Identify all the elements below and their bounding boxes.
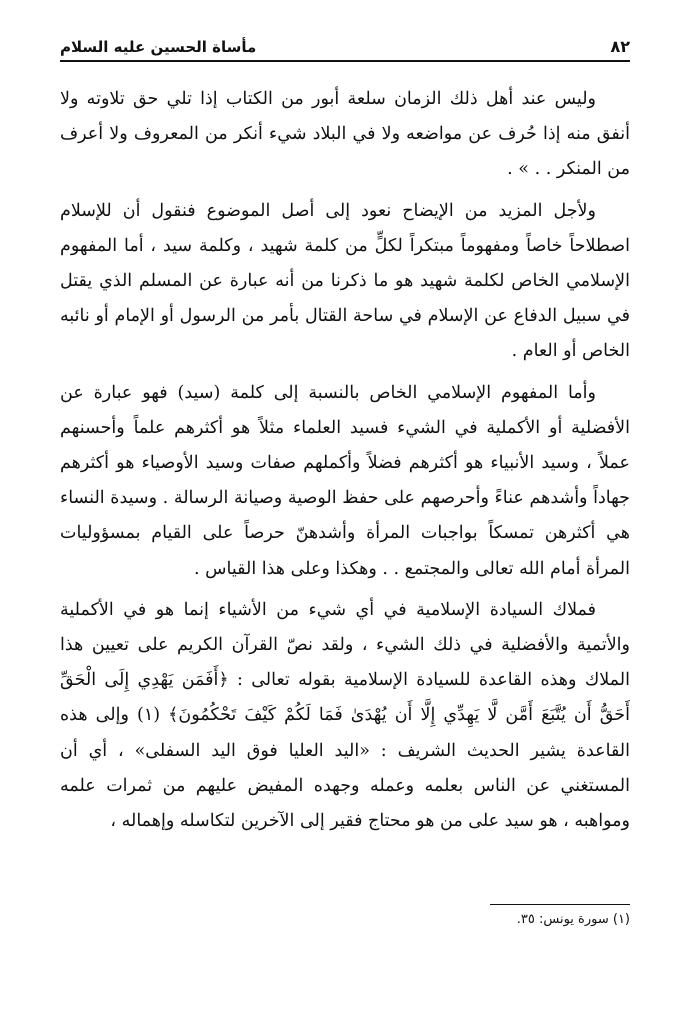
footnote-divider xyxy=(490,904,630,905)
paragraph-4: فملاك السيادة الإسلامية في أي شيء من الأشياء إنما هو في الأكملية والأتمية والأفضلية في ذلك الشيء ، ولقد نصّ القرآن الكريم على تعيين هذا الملاك وهذه القاعدة للسيادة الإسلامية بقوله تعالى : ﴿أَفَمَن يَهْدِي إِلَى الْحَقِّ أَحَقُّ أَن يُتَّبَعَ أَمَّن لَّا يَهِدِّي إِلَّا أَن يُهْدَىٰ فَمَا لَكُمْ كَيْفَ تَحْكُمُونَ﴾ (١) وإلى هذه القاعدة يشير الحديث الشريف : «اليد العليا فوق اليد السفلى» ، أي أن المستغني عن الناس بعلمه وعمله وجهده المفيض عليهم من ثمرات علمه ومواهبه ، هو سيد على من هو محتاج فقير إلى الآخرين لتكاسله وإهماله ، xyxy=(60,599,630,832)
paragraph-2: ولأجل المزيد من الإيضاح نعود إلى أصل الموضوع فنقول أن للإسلام اصطلاحاً خاصاً ومفهوماً مبتكراً لكلٍّ من كلمة شهيد ، وكلمة سيد ، أما المفهوم الإسلامي الخاص لكلمة شهيد هو ما ذكرنا من أنه عبارة عن المسلم الذي يقتل في سبيل الدفاع عن الإسلام في ساحة القتال بأمر من الرسول أو الإمام أو نائبه الخاص أو العام . xyxy=(60,200,630,362)
paragraph-1: وليس عند أهل ذلك الزمان سلعة أبور من الكتاب إذا تلي حق تلاوته ولا أنفق منه إذا حُرف عن مواضعه ولا في البلاد شيء أنكر من المعروف ولا أعرف من المنكر . . » . xyxy=(60,89,630,180)
running-title: مأساة الحسين عليه السلام xyxy=(60,38,257,56)
running-header xyxy=(60,30,630,62)
paragraph-3: وأما المفهوم الإسلامي الخاص بالنسبة إلى كلمة (سيد) فهو عبارة عن الأفضلية أو الأكملية في الشيء فسيد العلماء مثلاً هو أكثرهم علماً وأحسنهم عملاً ، وسيد الأنبياء هو أكثرهم فضلاً وأكملهم صفات وسيد الأوصياء هو أكثرهم جهاداً وأشدهم عناءً وأحرصهم على حفظ الوصية وصيانة الرسالة . وسيدة النساء هي أكثرهن تمسكاً بواجبات المرأة وأشدهنّ حرصاً على القيام بمسؤوليات المرأة أمام الله تعالى والمجتمع . . وهكذا وعلى هذا القياس . xyxy=(60,382,630,579)
footnote: (١) سورة يونس: ٣٥. xyxy=(516,912,630,927)
body-text xyxy=(60,82,630,845)
page-number: ٨٢ xyxy=(610,37,630,56)
